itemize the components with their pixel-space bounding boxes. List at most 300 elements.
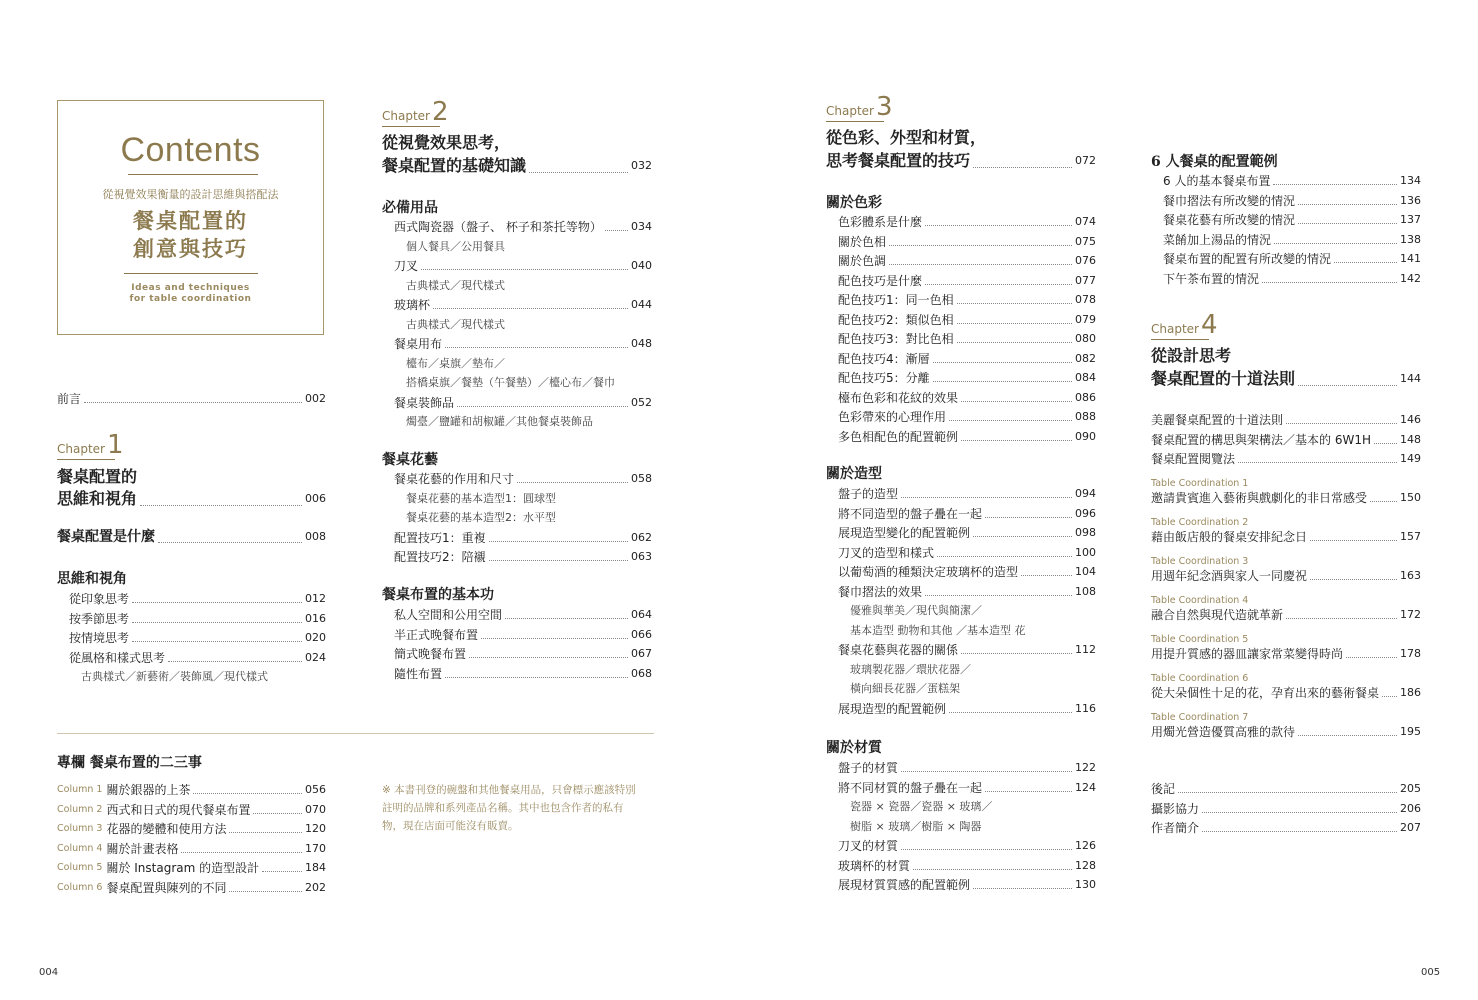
toc-entry[interactable] [394, 297, 652, 313]
entry-title: 關於計畫表格 [106, 841, 179, 856]
toc-entry[interactable] [394, 549, 652, 565]
table-coordination-entry[interactable] [1151, 529, 1421, 545]
leader-dots [605, 230, 628, 231]
entry-title: 邀請貴賓進入藝術與戲劇化的非日常感受 [1151, 491, 1368, 505]
page-number: 202 [305, 880, 326, 894]
page-number: 120 [305, 822, 326, 835]
page-number: 170 [305, 841, 326, 855]
page-number: 068 [631, 666, 652, 680]
leader-dots [481, 638, 628, 639]
toc-subentry: 搭橋桌旗／餐墊（午餐墊）／檯心布／餐巾 [406, 376, 615, 389]
leader-dots [973, 888, 1072, 889]
section-heading: 關於色彩 [826, 195, 882, 211]
toc-entry[interactable] [838, 877, 1096, 893]
page-number: 124 [1075, 780, 1096, 794]
chapter-2-label: Chapter2 [382, 97, 449, 127]
page-number: 058 [631, 472, 652, 485]
entry-title: 關於銀器的上茶 [106, 783, 191, 797]
divider [57, 733, 654, 734]
section-heading: 餐桌花藝 [382, 452, 438, 468]
section-heading: 必備用品 [382, 200, 438, 216]
leader-dots [84, 402, 302, 403]
toc-entry-chapter-4[interactable]: 餐桌配置的十道法則 144 [1151, 369, 1421, 388]
page-number: 084 [1075, 371, 1096, 384]
leader-dots [957, 303, 1072, 304]
page-number: 207 [1400, 821, 1421, 834]
english-title-line1: Ideas and techniques [131, 283, 250, 293]
leader-dots [961, 653, 1072, 654]
leader-dots [949, 420, 1072, 421]
entry-title: 餐桌布置的配置有所改變的情況 [1163, 252, 1332, 266]
column-entry[interactable] [57, 821, 326, 837]
page-number: 094 [1075, 487, 1096, 500]
toc-entry[interactable] [1163, 173, 1421, 189]
page-number: 126 [1075, 839, 1096, 852]
leader-dots [985, 517, 1072, 518]
toc-subentry: 檯布／桌旗／墊布／ [406, 356, 505, 370]
page-number: 077 [1075, 273, 1096, 287]
toc-entry[interactable] [838, 273, 1096, 289]
toc-entry[interactable] [69, 630, 326, 646]
leader-dots [262, 871, 302, 872]
leader-dots [132, 602, 302, 603]
toc-entry[interactable] [838, 409, 1096, 425]
page-number: 040 [631, 259, 652, 272]
entry-title: 半正式晚餐布置 [394, 627, 479, 642]
toc-entry[interactable] [394, 395, 652, 411]
chapter-underline [1151, 339, 1209, 340]
column-entry[interactable] [57, 782, 326, 798]
toc-subentry: 古典樣式／現代樣式 [406, 317, 505, 331]
toc-entry[interactable] [838, 525, 1096, 541]
page-number: 163 [1400, 569, 1421, 582]
entry-title: 關於色調 [838, 254, 887, 268]
page-number: 136 [1400, 193, 1421, 207]
leader-dots [901, 771, 1072, 772]
entry-title: 餐桌花藝的作用和尺寸 [394, 472, 515, 486]
leader-dots [1310, 579, 1397, 580]
entry-title: 菜餚加上湯品的情況 [1163, 232, 1272, 247]
entry-title: 色彩帶來的心理作用 [838, 410, 947, 424]
leader-dots [925, 284, 1072, 285]
page-number: 205 [1400, 782, 1421, 795]
page-number: 062 [631, 530, 652, 544]
leader-dots [961, 440, 1072, 441]
entry-title: 盤子的造型 [838, 487, 899, 501]
page-number: 184 [305, 861, 326, 874]
toc-subentry: 基本造型 動物和其他 ／基本造型 花 [850, 623, 1026, 637]
toc-entry[interactable] [838, 545, 1096, 561]
entry-title: 將不同造型的盤子疊在一起 [838, 506, 983, 521]
toc-entry[interactable] [838, 370, 1096, 386]
table-coordination-entry[interactable] [1151, 568, 1421, 584]
column-label: Column 1 [57, 784, 103, 795]
column-heading: 專欄 餐桌布置的二三事 [57, 755, 202, 771]
page-number: 075 [1075, 234, 1096, 248]
chapter-3-label: Chapter3 [826, 92, 893, 122]
page-number: 112 [1075, 643, 1096, 656]
leader-dots [445, 347, 628, 348]
toc-entry[interactable] [1163, 193, 1421, 209]
toc-entry[interactable] [838, 858, 1096, 874]
page-number: 078 [1075, 293, 1096, 306]
entry-title: 刀叉的造型和樣式 [838, 545, 935, 560]
entry-title: 配置技巧1：重複 [394, 530, 486, 545]
leader-dots [937, 556, 1072, 557]
entry-title: 用週年紀念酒與家人一同慶祝 [1151, 569, 1308, 583]
note-text: ※ 本書刊登的碗盤和其他餐桌用品，只會標示應該特別 註明的品牌和系列產品名稱。其中也包含作者的私有 物，現在店面可能沒有販賣。 [382, 784, 636, 832]
section-heading: 餐桌布置的基本功 [382, 587, 494, 603]
entry-title: 後記 [1151, 782, 1176, 796]
leader-dots [1273, 184, 1397, 185]
table-coordination-label: Table Coordination 7 [1151, 712, 1249, 723]
entry-title: 配色技巧4：漸層 [838, 351, 930, 366]
entry-title: 餐桌花藝與花器的關係 [838, 643, 959, 657]
toc-entry[interactable] [838, 506, 1096, 522]
column-entry[interactable] [57, 802, 326, 818]
leader-dots [433, 308, 628, 309]
entry-title: 配色技巧是什麼 [838, 273, 923, 288]
page-number: 034 [631, 220, 652, 233]
column-entry[interactable] [57, 860, 326, 876]
leader-dots [469, 657, 628, 658]
entry-title: 隨性布置 [394, 666, 443, 681]
toc-entry[interactable] [1163, 251, 1421, 267]
chapter-4-label: Chapter4 [1151, 310, 1218, 340]
toc-entry[interactable] [838, 780, 1096, 796]
entry-title: 配色技巧2：類似色相 [838, 312, 954, 327]
page-number: 020 [305, 631, 326, 644]
leader-dots [1298, 735, 1397, 736]
leader-dots [1286, 423, 1397, 424]
page-number: 048 [631, 337, 652, 350]
toc-entry[interactable] [394, 627, 652, 643]
page-number: 186 [1400, 686, 1421, 699]
table-coordination-entry[interactable] [1151, 607, 1421, 623]
leader-dots [168, 661, 302, 662]
entry-title: 按季節思考 [69, 611, 130, 626]
toc-entry[interactable] [838, 253, 1096, 269]
leader-dots [132, 622, 302, 623]
toc-entry[interactable] [394, 646, 652, 662]
leader-dots [1202, 831, 1397, 832]
toc-entry[interactable] [838, 701, 1096, 717]
page-number: 066 [631, 627, 652, 641]
column-label: Column 2 [57, 803, 103, 815]
leader-dots [925, 595, 1072, 596]
leader-dots [933, 362, 1072, 363]
toc-entry[interactable] [838, 234, 1096, 250]
toc-subentry: 瓷器 × 瓷器／瓷器 × 玻璃／ [850, 800, 993, 813]
page-number: 116 [1075, 701, 1096, 715]
leader-dots [1298, 204, 1397, 205]
page-number: 082 [1075, 351, 1096, 365]
toc-entry[interactable] [838, 486, 1096, 502]
toc-entry[interactable] [394, 471, 652, 487]
leader-dots [1298, 223, 1397, 224]
divider [124, 273, 258, 274]
entry-title: 餐巾摺法有所改變的情況 [1163, 193, 1296, 208]
entry-title: 展現材質質感的配置範例 [838, 878, 971, 892]
toc-entry[interactable] [69, 650, 326, 666]
toc-entry[interactable] [838, 312, 1096, 328]
entry-title: 從風格和樣式思考 [69, 650, 166, 665]
leader-dots [421, 269, 628, 270]
page-number: 079 [1075, 312, 1096, 326]
leader-dots [1374, 443, 1397, 444]
page-number: 195 [1400, 725, 1421, 738]
page-number: 141 [1400, 252, 1421, 265]
toc-entry[interactable] [838, 214, 1096, 230]
page-number: 070 [305, 802, 326, 816]
page-number: 130 [1075, 878, 1096, 891]
leader-dots [889, 245, 1072, 246]
entry-title: 餐桌裝飾品 [394, 395, 455, 410]
leader-dots [1310, 540, 1397, 541]
chapter-underline [57, 459, 115, 460]
page-number: 150 [1400, 491, 1421, 504]
toc-entry-chapter-1[interactable]: 思維和視角 006 [57, 489, 326, 508]
entry-title: 檯布色彩和花紋的效果 [838, 390, 959, 405]
toc-subentry: 優雅與華美／現代與簡潔／ [850, 604, 982, 617]
toc-entry[interactable] [394, 607, 652, 623]
page-number: 052 [631, 395, 652, 409]
page-number: 098 [1075, 526, 1096, 539]
chapter-underline [382, 126, 440, 127]
page-number: 108 [1075, 584, 1096, 598]
toc-subentry: 古典樣式／新藝術／裝飾風／現代樣式 [81, 670, 268, 683]
toc-entry[interactable] [69, 611, 326, 627]
page-number: 146 [1400, 413, 1421, 426]
toc-entry[interactable] [838, 390, 1096, 406]
entry-title: 刀叉的材質 [838, 839, 899, 853]
column-entry[interactable] [57, 841, 326, 857]
toc-subentry: 燭臺／鹽罐和胡椒罐／其他餐桌裝飾品 [406, 415, 593, 428]
chapter-1-label: Chapter1 [57, 430, 124, 460]
toc-entry[interactable] [1163, 212, 1421, 228]
page-number: 137 [1400, 213, 1421, 226]
entry-title: 多色相配色的配置範例 [838, 429, 959, 444]
page-number: 100 [1075, 545, 1096, 559]
page-number: 138 [1400, 232, 1421, 246]
page-number: 122 [1075, 761, 1096, 774]
toc-entry[interactable] [1151, 412, 1421, 428]
section-heading: 6 人餐桌的配置範例 [1151, 154, 1278, 170]
page-number: 016 [305, 611, 326, 625]
page-number: 134 [1400, 174, 1421, 187]
toc-entry-section[interactable]: 餐桌配置是什麼 008 [57, 529, 326, 545]
leader-dots [901, 849, 1072, 850]
entry-title: 盤子的材質 [838, 761, 899, 775]
entry-title: 花器的變體和使用方法 [106, 822, 227, 836]
book-title-line1: 餐桌配置的 [133, 208, 248, 233]
entry-title: 餐桌配置的構思與架構法／基本的 6W1H [1151, 432, 1371, 447]
leader-dots [253, 813, 302, 814]
entry-title: 西式和日式的現代餐桌布置 [106, 802, 251, 817]
leader-dots [445, 677, 628, 678]
toc-entry[interactable] [394, 258, 652, 274]
toc-entry[interactable] [838, 584, 1096, 600]
page-number: 148 [1400, 432, 1421, 446]
entry-title: 色彩體系是什麼 [838, 215, 923, 229]
entry-title: 6 人的基本餐桌布置 [1163, 174, 1271, 188]
leader-dots [889, 264, 1072, 265]
leader-dots [505, 618, 628, 619]
entry-title: 前言 [57, 392, 82, 406]
toc-entry[interactable] [1151, 432, 1421, 448]
leader-dots [973, 536, 1072, 537]
toc-entry[interactable] [1163, 271, 1421, 287]
chapter-1-title-line1: 餐桌配置的 [57, 467, 138, 486]
chapter-2-title-line1: 從視覺效果思考， [382, 133, 511, 152]
page-number-left: 004 [39, 967, 59, 978]
leader-dots [957, 323, 1072, 324]
entry-title: 簡式晚餐布置 [394, 647, 467, 661]
page-number: 064 [631, 608, 652, 621]
entry-title: 配色技巧5：分離 [838, 371, 930, 385]
column-label: Column 6 [57, 881, 103, 893]
entry-title: 餐桌配置與陳列的不同 [106, 880, 227, 895]
entry-title: 展現造型變化的配置範例 [838, 526, 971, 540]
toc-entry[interactable] [838, 331, 1096, 347]
leader-dots [229, 891, 302, 892]
entry-title: 餐桌用布 [394, 337, 443, 351]
toc-entry[interactable] [1151, 781, 1421, 797]
leader-dots [901, 497, 1072, 498]
table-coordination-entry[interactable] [1151, 490, 1421, 506]
table-coordination-label: Table Coordination 2 [1151, 517, 1249, 528]
toc-entry-chapter-2[interactable]: 餐桌配置的基礎知識 032 [382, 156, 652, 175]
leader-dots [1382, 696, 1397, 697]
entry-title: 將不同材質的盤子疊在一起 [838, 780, 983, 795]
page-number: 063 [631, 550, 652, 563]
entry-title: 從印象思考 [69, 592, 130, 606]
table-coordination-entry[interactable] [1151, 685, 1421, 701]
table-coordination-entry[interactable] [1151, 646, 1421, 662]
table-coordination-label: Table Coordination 5 [1151, 634, 1249, 645]
leader-dots [1346, 657, 1397, 658]
leader-dots [961, 401, 1072, 402]
entry-title: 從大朵個性十足的花，孕育出來的藝術餐桌 [1151, 686, 1380, 700]
entry-title: 攝影協力 [1151, 801, 1200, 816]
entry-title: 私人空間和公用空間 [394, 608, 503, 622]
entry-title: 用燭光營造優質高雅的款待 [1151, 725, 1296, 739]
page-number-right: 005 [1421, 967, 1441, 978]
toc-subentry: 古典樣式／現代樣式 [406, 278, 505, 292]
entry-title: 西式陶瓷器（盤子、 杯子和茶托等物） [394, 220, 602, 234]
toc-subentry: 個人餐具／公用餐具 [406, 239, 505, 253]
toc-entry[interactable] [838, 838, 1096, 854]
leader-dots [985, 791, 1072, 792]
leader-dots [457, 406, 628, 407]
toc-entry[interactable] [394, 336, 652, 352]
leader-dots [229, 832, 302, 833]
leader-dots [1238, 462, 1397, 463]
column-label: Column 4 [57, 842, 103, 854]
table-coordination-label: Table Coordination 1 [1151, 478, 1249, 489]
entry-title: 作者簡介 [1151, 821, 1200, 835]
entry-title: 用提升質感的器皿讓家常菜變得時尚 [1151, 647, 1344, 661]
page-number: 206 [1400, 801, 1421, 815]
toc-entry[interactable] [1151, 820, 1421, 836]
table-coordination-entry[interactable] [1151, 724, 1421, 740]
section-heading: 關於材質 [826, 740, 882, 756]
leader-dots [489, 541, 628, 542]
entry-title: 刀叉 [394, 259, 419, 273]
leader-dots [949, 712, 1072, 713]
page-number: 074 [1075, 215, 1096, 228]
toc-entry[interactable] [394, 219, 652, 235]
toc-entry[interactable] [1151, 451, 1421, 467]
section-heading: 關於造型 [826, 466, 882, 482]
leader-dots [1262, 282, 1397, 283]
english-title-line2: for table coordination [129, 294, 252, 304]
leader-dots [1274, 243, 1397, 244]
toc-entry[interactable] [838, 642, 1096, 658]
toc-subentry: 餐桌花藝的基本造型1：圓球型 [406, 491, 556, 505]
entry-title: 餐巾摺法的效果 [838, 584, 923, 599]
entry-title: 餐桌花藝有所改變的情況 [1163, 213, 1296, 227]
toc-entry[interactable] [838, 760, 1096, 776]
toc-entry[interactable] [838, 429, 1096, 445]
page-number: 044 [631, 298, 652, 311]
page-number: 157 [1400, 530, 1421, 543]
toc-entry[interactable] [838, 564, 1096, 580]
entry-title: 配置技巧2：陪襯 [394, 550, 486, 564]
toc-entry[interactable] [69, 591, 326, 607]
leader-dots [193, 793, 302, 794]
entry-title: 關於 Instagram 的造型設計 [106, 861, 260, 875]
leader-dots [1202, 812, 1397, 813]
column-entry[interactable] [57, 880, 326, 896]
page-number: 172 [1400, 608, 1421, 621]
entry-title: 按情境思考 [69, 631, 130, 645]
page-number: 096 [1075, 506, 1096, 520]
page-number: 086 [1075, 390, 1096, 404]
leader-dots [957, 342, 1072, 343]
toc-entry[interactable] [838, 351, 1096, 367]
toc-entry[interactable] [394, 530, 652, 546]
leader-dots [1334, 262, 1397, 263]
toc-subentry: 樹脂 × 玻璃／樹脂 × 陶器 [850, 819, 982, 833]
page-number: 002 [305, 392, 326, 405]
toc-entry[interactable] [838, 292, 1096, 308]
page-number: 080 [1075, 332, 1096, 345]
entry-title: 藉由飯店般的餐桌安排紀念日 [1151, 530, 1308, 544]
leader-dots [1178, 792, 1397, 793]
contents-heading: Contents [120, 131, 261, 169]
chapter-underline [826, 121, 884, 122]
table-coordination-label: Table Coordination 6 [1151, 673, 1249, 684]
toc-entry-preface[interactable] [57, 391, 326, 407]
entry-title: 關於色相 [838, 234, 887, 249]
toc-entry[interactable] [394, 666, 652, 682]
table-coordination-label: Table Coordination 4 [1151, 595, 1249, 606]
page-number: 149 [1400, 452, 1421, 465]
book-subtitle: 從視覺效果衡量的設計思維與搭配法 [102, 188, 279, 201]
toc-entry[interactable] [1151, 801, 1421, 817]
toc-entry[interactable] [1163, 232, 1421, 248]
toc-subentry: 餐桌花藝的基本造型2：水平型 [406, 511, 556, 524]
book-title-line2: 創意與技巧 [133, 236, 248, 261]
chapter-4-title-line1: 從設計思考 [1151, 346, 1232, 365]
contents-title-box [57, 100, 324, 335]
entry-title: 玻璃杯的材質 [838, 858, 911, 873]
leader-dots [925, 225, 1072, 226]
toc-entry-chapter-3[interactable]: 思考餐桌配置的技巧 072 [826, 151, 1096, 170]
page-number: 128 [1075, 858, 1096, 872]
toc-subentry: 橫向細長花器／蛋糕架 [850, 682, 960, 695]
